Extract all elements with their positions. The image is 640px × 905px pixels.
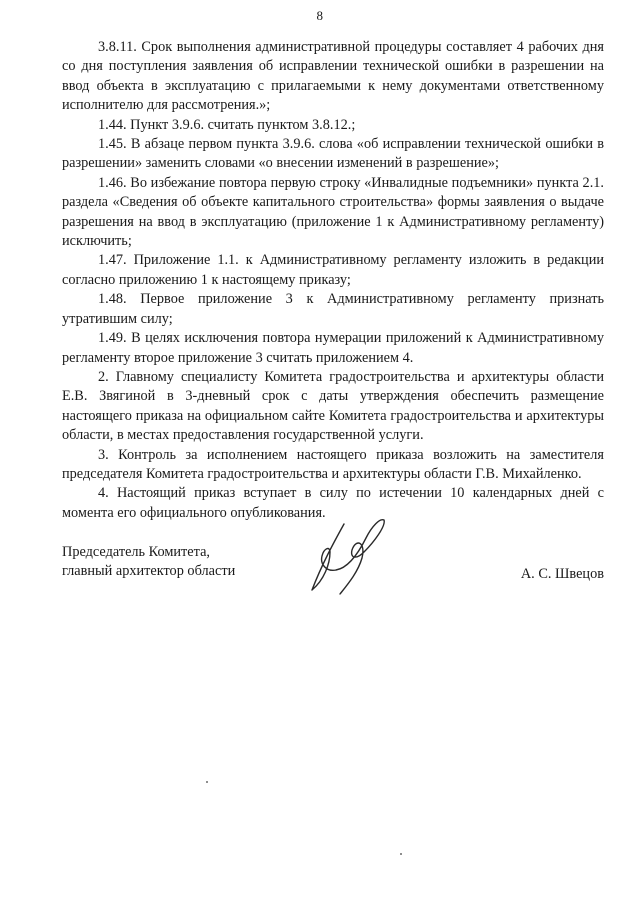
scan-speck: [206, 781, 208, 783]
handwritten-signature: [300, 512, 396, 598]
signatory-position: [62, 543, 235, 582]
paragraph-3-8-11: 3.8.11. Срок выполнения административной процедуры составляет 4 рабочих дня со дня поступления заявления об исправлении технической ошибки в разрешении на ввод объекта в эксплуатацию с прилагаемыми к нему документами ответственному исполнителю для рассмотрения.»;: [62, 39, 604, 114]
scan-speck: [400, 853, 402, 855]
document-body: [62, 38, 604, 523]
paragraph-1-45: 1.45. В абзаце первом пункта 3.9.6. слова «об исправлении технической ошибки в разрешении» заменить словами «о внесении изменений в разрешение»;: [62, 136, 604, 172]
paragraph-1-44: 1.44. Пункт 3.9.6. считать пунктом 3.8.12.;: [98, 116, 356, 133]
paragraph-4: 4. Настоящий приказ вступает в силу по истечении 10 календарных дней с момента его официального опубликования.: [62, 485, 604, 521]
page-number: 8: [316, 8, 324, 23]
signatory-position-line2: главный архитектор области: [62, 563, 236, 580]
paragraph-1-46: 1.46. Во избежание повтора первую строку «Инвалидные подъемники» пункта 2.1. раздела «Сведения об объекте капитального строительства» формы заявления о выдаче разрешения на ввод в эксплуатацию (приложение 1 к Административному регламенту) исключить;: [62, 174, 604, 250]
paragraph-3: 3. Контроль за исполнением настоящего приказа возложить на заместителя председателя Комитета градостроительства и архитектуры области Г.В. Михайленко.: [62, 446, 604, 482]
paragraph-1-47: 1.47. Приложение 1.1. к Административному регламенту изложить в редакции согласно приложению 1 к настоящему приказу;: [62, 252, 604, 288]
signatory-position-line1: Председатель Комитета,: [62, 544, 210, 560]
paragraph-1-49: 1.49. В целях исключения повтора нумерации приложений к Административному регламенту второе приложение 3 считать приложением 4.: [62, 330, 604, 366]
signatory-name: А. С. Швецов: [520, 566, 604, 582]
paragraph-1-48: 1.48. Первое приложение 3 к Административному регламенту признать утратившим силу;: [62, 291, 604, 327]
paragraph-2: 2. Главному специалисту Комитета градостроительства и архитектуры области Е.В. Звягиной в 3-дневный срок с даты утверждения обеспечить размещение настоящего приказа на официальном сайте Комитета градостроительства и архитектуры области, в местах предоставления государственной услуги.: [62, 368, 604, 444]
